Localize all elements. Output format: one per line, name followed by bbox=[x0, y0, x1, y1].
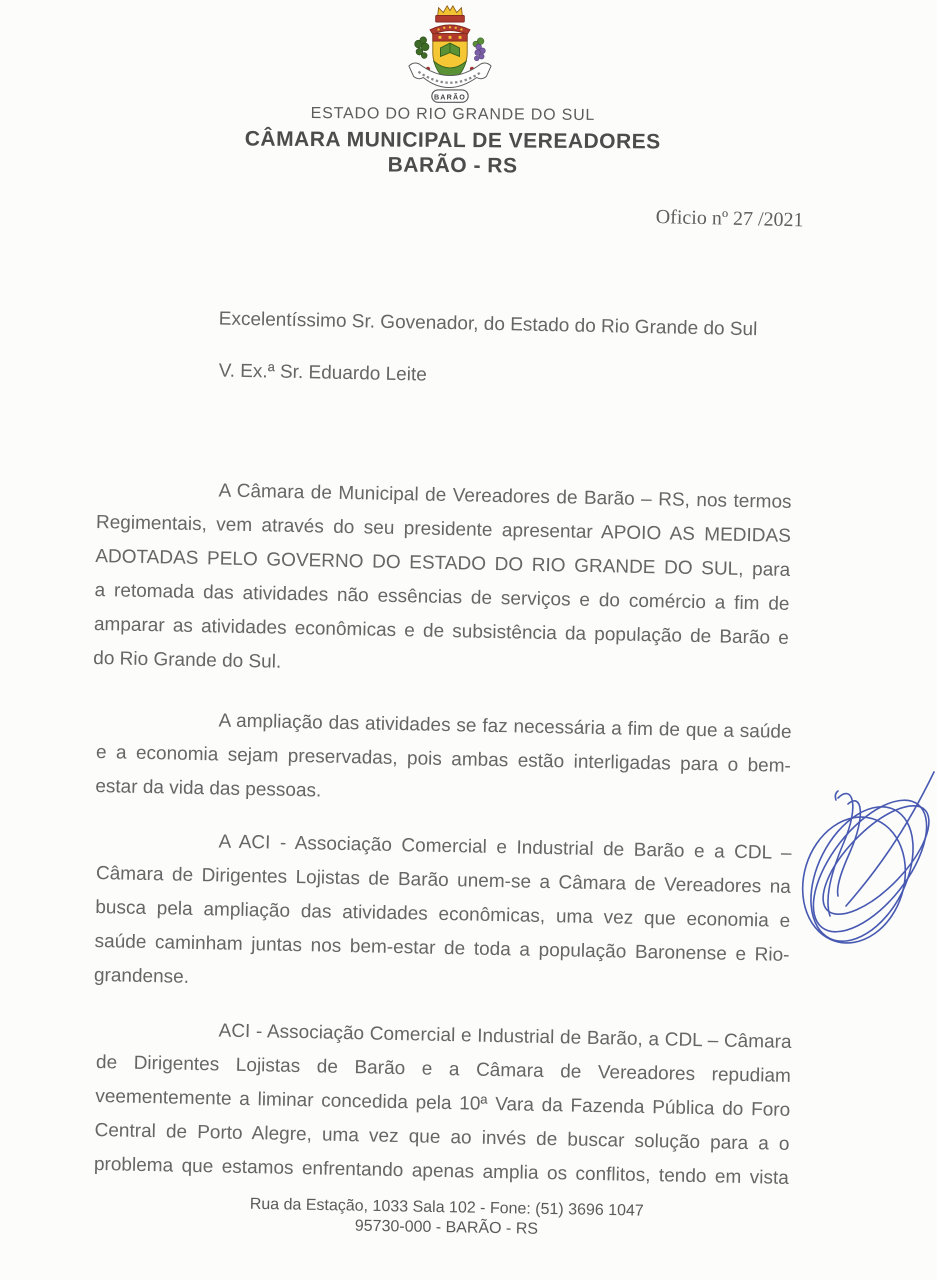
body-paragraph-4 bbox=[94, 1012, 792, 1196]
paragraph-line: estar da vida das pessoas. bbox=[95, 775, 322, 802]
paragraph-line: A Câmara de Municipal de Vereadores de Barão – RS, nos termos bbox=[218, 480, 792, 513]
name-banner bbox=[432, 90, 468, 102]
footer-address-line: Rua da Estação, 1033 Sala 102 - Fone: (51) 3696 1047 bbox=[249, 1195, 644, 1220]
paragraph-line: Central de Porto Alegre, uma vez que ao invés de buscar solução para a o bbox=[94, 1119, 790, 1155]
body-paragraph-1 bbox=[93, 472, 792, 690]
letterhead-organization-line: CÂMARA MUNICIPAL DE VEREADORES bbox=[244, 127, 661, 154]
paragraph-line: de Dirigentes Lojistas de Barão e a Câmara de Vereadores repudiam bbox=[95, 1051, 792, 1087]
paragraph-line: amparar as atividades econômicas e de subsistência da população de Barão e bbox=[93, 613, 790, 649]
paragraph-line: saúde caminham juntas nos bem-estar de toda a população Baronense e Rio- bbox=[94, 930, 790, 966]
letterhead-city-line: BARÃO - RS bbox=[387, 153, 518, 178]
paragraph-line: A ACI - Associação Comercial e Industrial de Barão e a CDL – bbox=[218, 831, 792, 864]
pen-signature-scribble bbox=[794, 764, 937, 970]
salutation-name: V. Ex.ª Sr. Eduardo Leite bbox=[218, 360, 428, 386]
paragraph-line: do Rio Grande do Sul. bbox=[93, 647, 282, 673]
grapes-icon bbox=[473, 38, 485, 61]
body-paragraph-3 bbox=[94, 823, 792, 1007]
paragraph-line: grandense. bbox=[93, 964, 190, 988]
hops-branch-icon bbox=[415, 37, 429, 58]
crown-icon bbox=[436, 6, 465, 22]
paragraph-line: veementemente a liminar concedida pela 10ª Vara da Fazenda Pública do Foro bbox=[95, 1085, 791, 1121]
footer-address bbox=[91, 1192, 802, 1244]
paragraph-line: A ampliação das atividades se faz necessária a fim de que a saúde bbox=[218, 710, 792, 743]
paragraph-line: ADOTADAS PELO GOVERNO DO ESTADO DO RIO GRANDE DO SUL, para bbox=[95, 545, 791, 581]
crest-banner-text: BARÃO bbox=[434, 93, 466, 102]
salutation-recipient: Excelentíssimo Sr. Govenador, do Estado do Rio Grande do Sul bbox=[218, 308, 758, 341]
oficio-number: Oficio nº 27 /2021 bbox=[655, 206, 804, 232]
paragraph-line: e a economia sejam preservadas, pois ambas estão interligadas para o bem- bbox=[95, 741, 792, 777]
paragraph-line: ACI - Associação Comercial e Industrial de Barão, a CDL – Câmara bbox=[218, 1020, 792, 1053]
letterhead-state-line: ESTADO DO RIO GRANDE DO SUL bbox=[310, 105, 596, 124]
paragraph-line: a retomada das atividades não essências de serviços e do comércio a fim de bbox=[94, 579, 790, 615]
paragraph-line: Câmara de Dirigentes Lojistas de Barão unem-se a Câmara de Vereadores na bbox=[95, 862, 792, 898]
letterhead bbox=[118, 104, 788, 181]
footer-city-line: 95730-000 - BARÃO - RS bbox=[354, 1217, 539, 1238]
body-paragraph-2 bbox=[95, 702, 792, 818]
coat-of-arms bbox=[402, 2, 498, 109]
paragraph-line: busca pela ampliação das atividades econômicas, uma vez que economia e bbox=[95, 896, 791, 932]
paragraph-line: Regimentais, vem através do seu presidente apresentar APOIO AS MEDIDAS bbox=[95, 511, 792, 547]
paragraph-line: problema que estamos enfrentando apenas amplia os conflitos, tendo em vista bbox=[93, 1153, 790, 1189]
